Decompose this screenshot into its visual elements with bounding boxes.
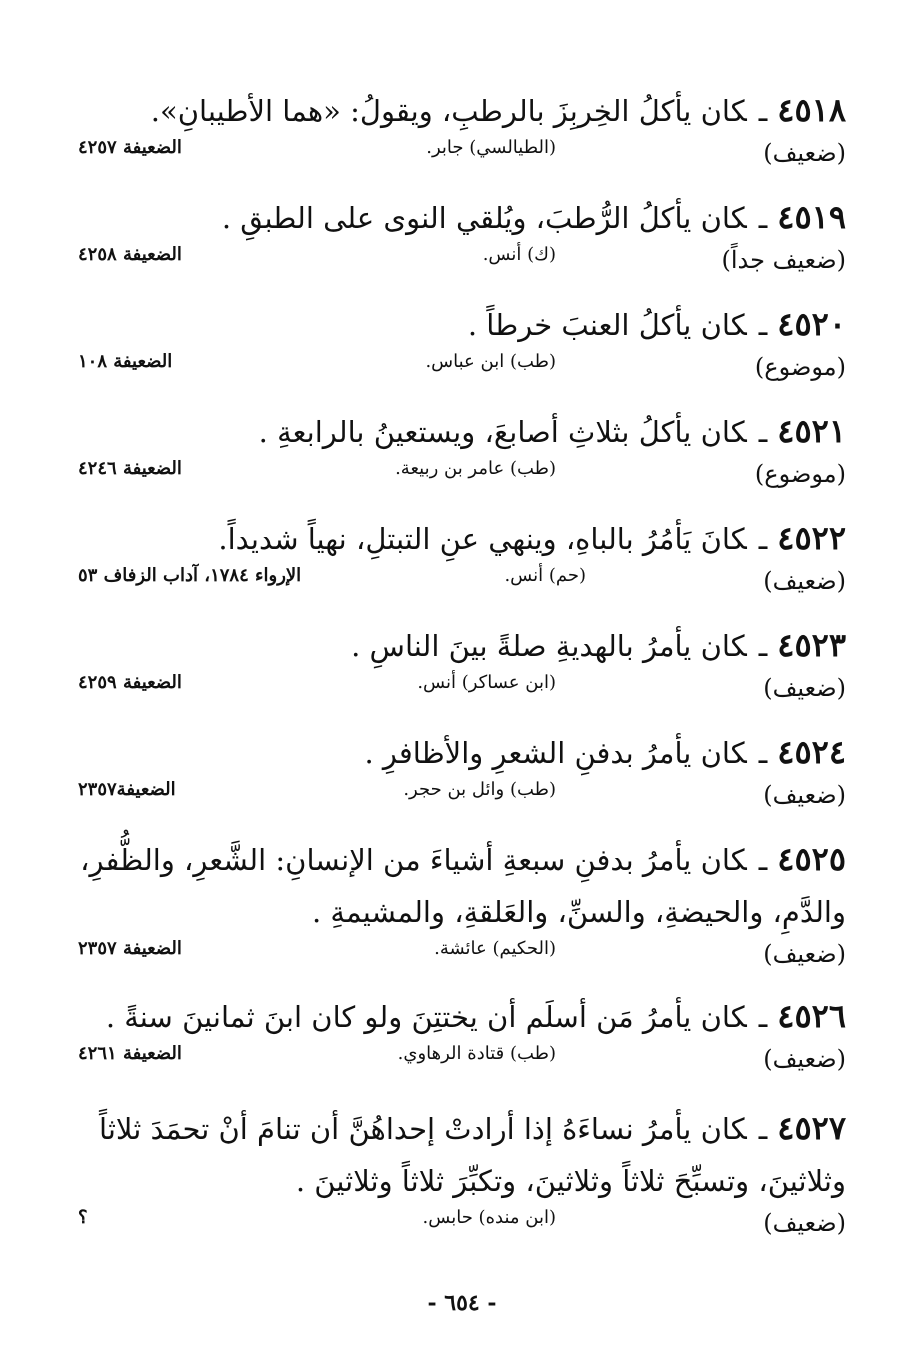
hadith-number: ٤٥١٩: [777, 198, 846, 236]
hadith-text: كان يأكلُ الخِربِزَ بالرطبِ، ويقولُ: «هما الأطيبانِ».: [150, 94, 747, 128]
reference-label: الضعيفة ٢٣٥٧: [78, 938, 182, 959]
source-label: (الطيالسي) جابر.: [426, 137, 556, 158]
dash: ـ: [758, 629, 768, 663]
hadith-continuation: والدَّمِ، والحيضةِ، والسنِّ، والعَلقةِ، والمشيمةِ .: [311, 895, 846, 929]
hadith-meta: [78, 137, 846, 177]
hadith-line: [78, 298, 846, 351]
source-label: (طب) ابن عباس.: [425, 351, 556, 372]
source-label: (طب) قتادة الرهاوي.: [397, 1043, 556, 1064]
hadith-line: [78, 726, 846, 779]
dash: ـ: [758, 736, 768, 770]
hadith-text: كان يأكلُ الرُّطبَ، ويُلقي النوى على الطبقِ .: [221, 201, 747, 235]
source-label: (حم) أنس.: [504, 565, 586, 586]
reference-label: ؟: [78, 1207, 88, 1228]
page-number: - ٦٥٤ -: [427, 1290, 497, 1316]
hadith-entry: [78, 405, 846, 498]
hadith-meta: [78, 565, 846, 605]
reference-label: الضعيفة ٤٢٥٧: [78, 137, 182, 158]
source-label: (ك) أنس.: [482, 244, 556, 265]
reference-label: الضعيفة ٤٢٥٩: [78, 672, 182, 693]
grade-label: (ضعيف): [763, 1045, 846, 1073]
source-label: (الحكيم) عائشة.: [434, 938, 556, 959]
dash: ـ: [758, 1000, 768, 1034]
grade-label: (ضعيف): [763, 139, 846, 167]
hadith-meta: [78, 672, 846, 712]
hadith-meta: [78, 938, 846, 978]
hadith-meta: [78, 1043, 846, 1083]
grade-label: (ضعيف): [763, 1209, 846, 1237]
hadith-line: [78, 191, 846, 244]
grade-label: (ضعيف): [763, 674, 846, 702]
hadith-number: ٤٥٢٣: [777, 626, 846, 664]
hadith-line: [78, 619, 846, 672]
hadith-entry: [78, 1102, 846, 1247]
hadith-line: [78, 84, 846, 137]
grade-label: (ضعيف جداً): [721, 246, 846, 274]
hadith-meta: [78, 779, 846, 819]
hadith-text: كانَ يَأمُرُ بالباهِ، وينهي عنِ التبتلِ، نهياً شديداً.: [218, 522, 747, 556]
hadith-number: ٤٥٢٠: [777, 305, 846, 343]
hadith-text: كان يأمرُ مَن أسلَم أن يختتِنَ ولو كان ابنَ ثمانينَ سنةً .: [105, 1000, 747, 1034]
hadith-entry: [78, 298, 846, 391]
dash: ـ: [758, 522, 768, 556]
hadith-entry: [78, 833, 846, 978]
hadith-line: [78, 1102, 846, 1155]
grade-label: (موضوع): [754, 460, 846, 488]
hadith-meta: [78, 1207, 846, 1247]
reference-label: الضعيفة ١٠٨: [78, 351, 173, 372]
source-label: (طب) وائل بن حجر.: [403, 779, 556, 800]
hadith-number: ٤٥٢٢: [777, 519, 846, 557]
grade-label: (ضعيف): [763, 781, 846, 809]
source-label: (طب) عامر بن ربيعة.: [395, 458, 556, 479]
hadith-text: كان يأمرُ بدفنِ سبعةِ أشياءَ من الإنسانِ: الشَّعرِ، والظُّفرِ،: [80, 843, 747, 877]
hadith-number: ٤٥٢٧: [777, 1109, 846, 1147]
hadith-continuation: وثلاثينَ، وتسبِّحَ ثلاثاً وثلاثينَ، وتكبِّرَ ثلاثاً وثلاثينَ .: [295, 1164, 846, 1198]
grade-label: (ضعيف): [763, 567, 846, 595]
hadith-text: كان يأمرُ بدفنِ الشعرِ والأظافرِ .: [364, 736, 747, 770]
hadith-number: ٤٥٢١: [777, 412, 846, 450]
dash: ـ: [758, 308, 768, 342]
hadith-text: كان يأمرُ نساءَهُ إذا أرادتْ إحداهُنَّ أن تنامَ أنْ تحمَدَ ثلاثاً: [98, 1112, 747, 1146]
hadith-entry: [78, 726, 846, 819]
hadith-meta: [78, 458, 846, 498]
hadith-text: كان يأمرُ بالهديةِ صلةً بينَ الناسِ .: [351, 629, 747, 663]
dash: ـ: [758, 201, 768, 235]
dash: ـ: [758, 843, 768, 877]
dash: ـ: [758, 94, 768, 128]
dash: ـ: [758, 415, 768, 449]
hadith-meta: [78, 244, 846, 284]
hadith-entry: [78, 619, 846, 712]
hadith-line: [78, 990, 846, 1043]
grade-label: (موضوع): [754, 353, 846, 381]
dash: ـ: [758, 1112, 768, 1146]
source-label: (ابن عساكر) أنس.: [417, 672, 556, 693]
reference-label: الضعيفة ٤٢٦١: [78, 1043, 182, 1064]
hadith-text: كان يأكلُ بثلاثِ أصابعَ، ويستعينُ بالرابعةِ .: [258, 415, 747, 449]
hadith-number: ٤٥١٨: [777, 91, 846, 129]
hadith-line: [78, 512, 846, 565]
source-label: (ابن منده) حابس.: [422, 1207, 556, 1228]
hadith-line: [78, 405, 846, 458]
hadith-entry: [78, 512, 846, 605]
hadith-line: [78, 833, 846, 886]
hadith-entry: [78, 84, 846, 177]
hadith-number: ٤٥٢٤: [777, 733, 846, 771]
reference-label: الإرواء ١٧٨٤، آداب الزفاف ٥٣: [78, 565, 302, 586]
reference-label: الضعيفة ٤٢٥٨: [78, 244, 182, 265]
hadith-entry: [78, 990, 846, 1083]
grade-label: (ضعيف): [763, 940, 846, 968]
hadith-number: ٤٥٢٥: [777, 840, 846, 878]
hadith-number: ٤٥٢٦: [777, 997, 846, 1035]
reference-label: الضعيفة٢٣٥٧: [78, 779, 176, 800]
hadith-meta: [78, 351, 846, 391]
hadith-text: كان يأكلُ العنبَ خرطاً .: [467, 308, 747, 342]
reference-label: الضعيفة ٤٢٤٦: [78, 458, 182, 479]
hadith-entry: [78, 191, 846, 284]
